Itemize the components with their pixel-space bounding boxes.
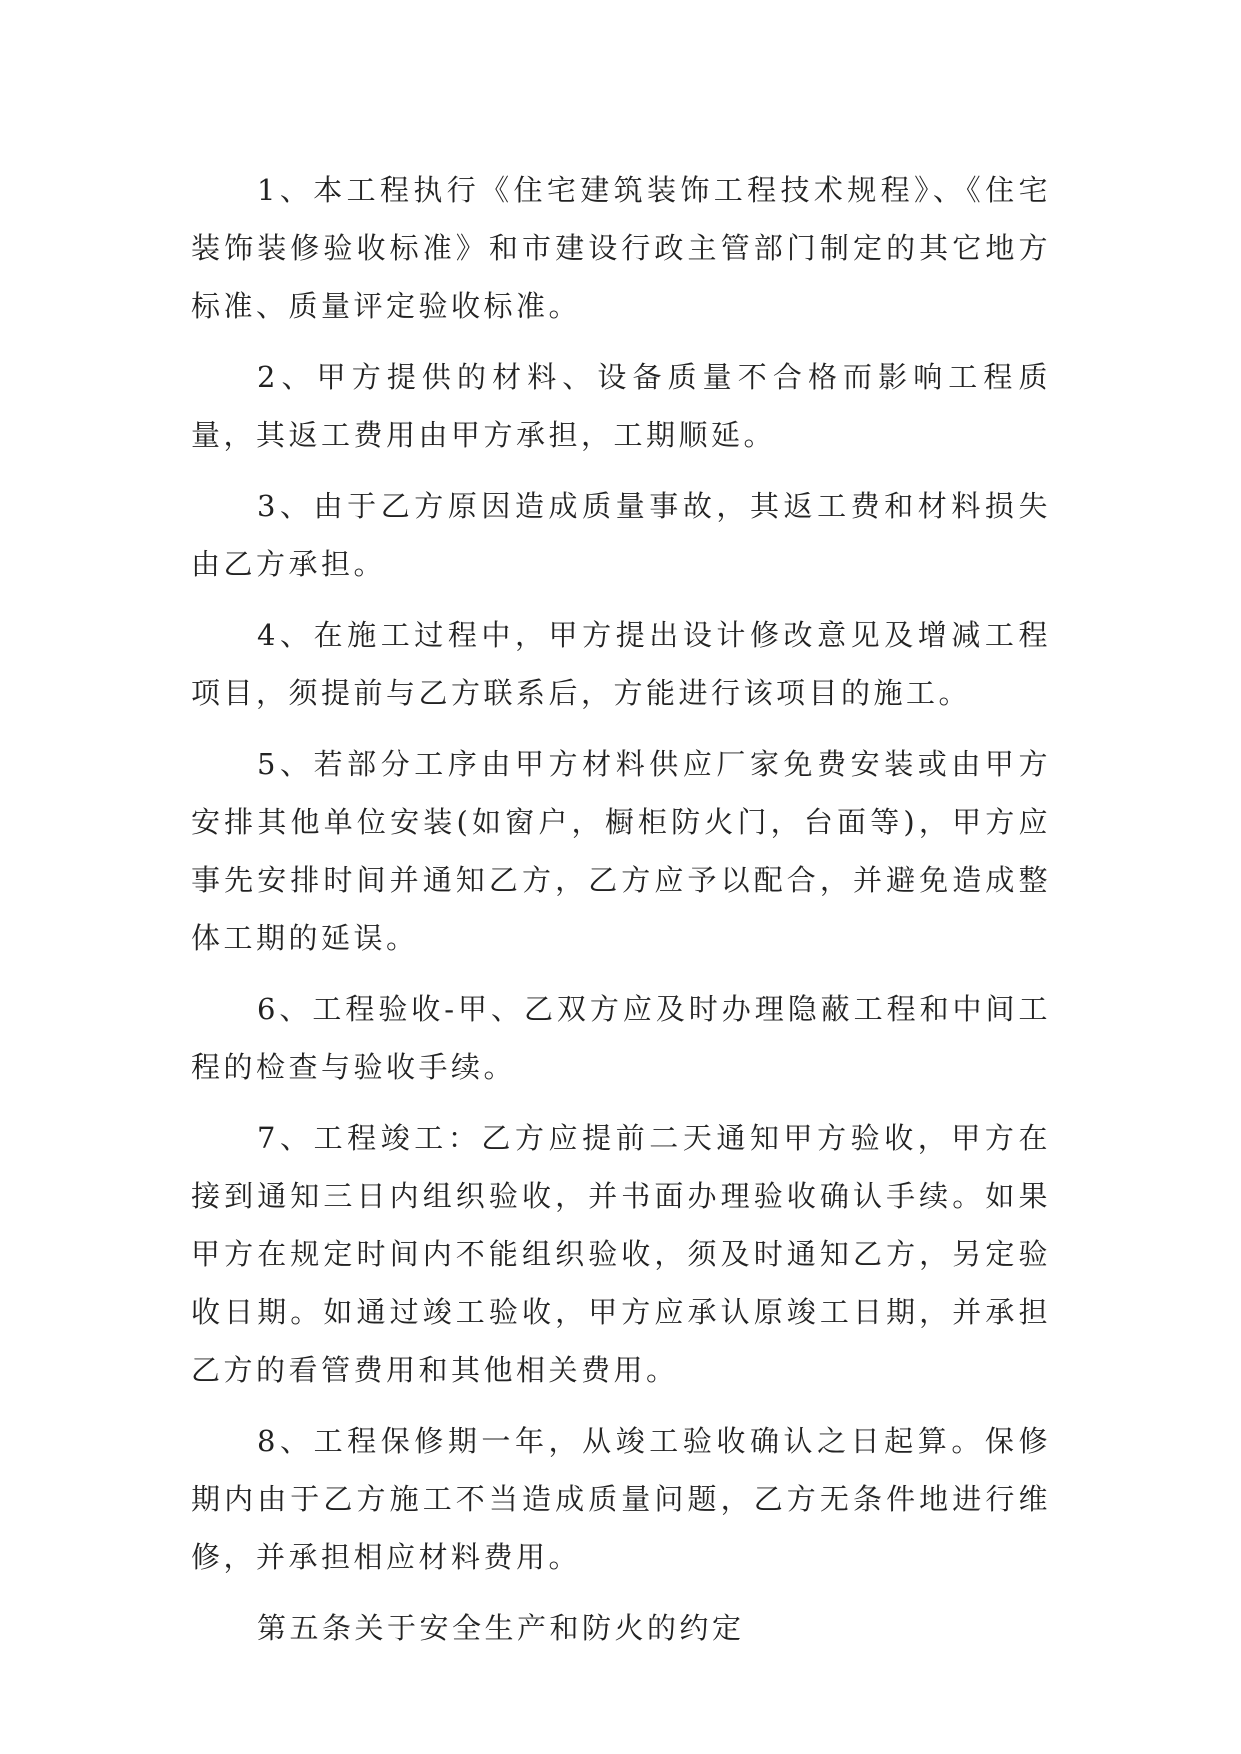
clause-4-paragraph: 4、在施工过程中，甲方提出设计修改意见及增减工程项目，须提前与乙方联系后，方能进行该项目的施工。 <box>191 618 1051 710</box>
clause-7-paragraph: 7、工程竣工：乙方应提前二天通知甲方验收，甲方在接到通知三日内组织验收，并书面办理验收确认手续。如果甲方在规定时间内不能组织验收，须及时通知乙方，另定验收日期。如通过竣工验收，甲方应承认原竣工日期，并承担乙方的看管费用和其他相关费用。 <box>191 1121 1051 1387</box>
clause-6-paragraph: 6、工程验收-甲、乙双方应及时办理隐蔽工程和中间工程的检查与验收手续。 <box>191 992 1051 1084</box>
section-heading: 第五条关于安全生产和防火的约定 <box>257 1611 745 1645</box>
clause-3-paragraph: 3、由于乙方原因造成质量事故，其返工费和材料损失由乙方承担。 <box>191 489 1051 581</box>
clause-1-paragraph: 1、本工程执行《住宅建筑装饰工程技术规程》、《住宅装饰装修验收标准》和市建设行政主管部门制定的其它地方标准、质量评定验收标准。 <box>191 173 1051 323</box>
clause-2-paragraph: 2、甲方提供的材料、设备质量不合格而影响工程质量，其返工费用由甲方承担，工期顺延。 <box>191 360 1051 452</box>
document-body <box>191 161 1051 1670</box>
clause-5-paragraph: 5、若部分工序由甲方材料供应厂家免费安装或由甲方安排其他单位安装(如窗户，橱柜防火门，台面等)，甲方应事先安排时间并通知乙方，乙方应予以配合，并避免造成整体工期的延误。 <box>191 747 1051 955</box>
clause-8-paragraph: 8、工程保修期一年，从竣工验收确认之日起算。保修期内由于乙方施工不当造成质量问题，乙方无条件地进行维修，并承担相应材料费用。 <box>191 1424 1051 1574</box>
